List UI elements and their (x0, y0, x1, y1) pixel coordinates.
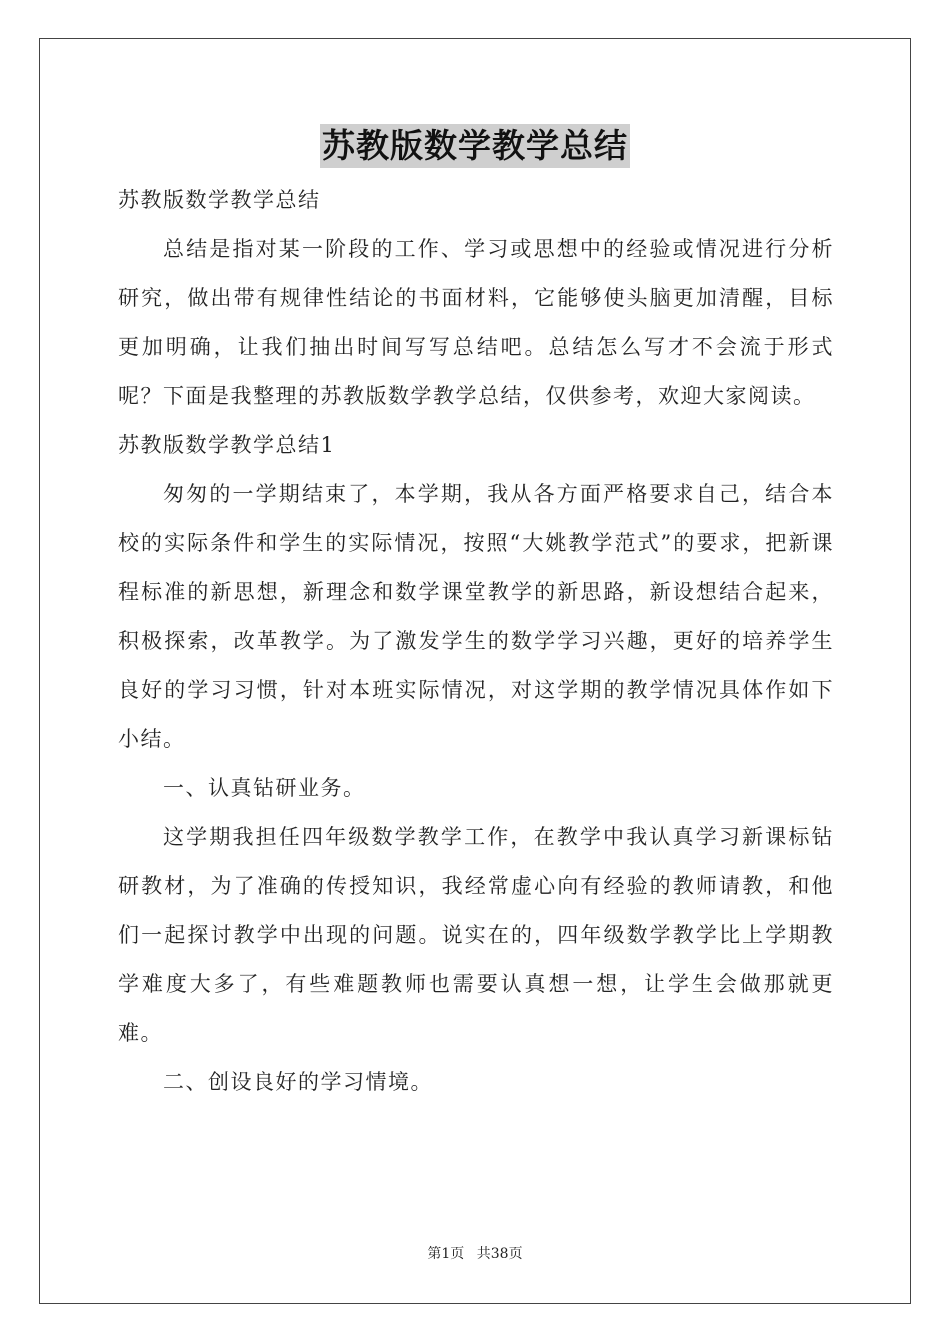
paragraph-body: 匆匆的一学期结束了，本学期，我从各方面严格要求自己，结合本校的实际条件和学生的实际情况，按照“大姚教学范式”的要求，把新课程标准的新思想，新理念和数学课堂教学的新思路，新设想结合起来，积极探索，改革教学。为了激发学生的数学学习兴趣，更好的培养学生良好的学习习惯，针对本班实际情况，对这学期的教学情况具体作如下小结。 (118, 482, 834, 751)
page-number: 第1页 (427, 1246, 465, 1262)
title-container (0, 124, 950, 168)
paragraph-section-heading: 苏教版数学教学总结1 (118, 433, 336, 457)
paragraph-subtitle: 苏教版数学教学总结 (118, 188, 321, 212)
paragraph-point-heading: 二、创设良好的学习情境。 (163, 1070, 433, 1094)
document-title: 苏教版数学教学总结 (320, 124, 630, 168)
paragraph-body: 这学期我担任四年级数学教学工作，在教学中我认真学习新课标钻研教材，为了准确的传授知识，我经常虚心向有经验的教师请教，和他们一起探讨教学中出现的问题。说实在的，四年级数学教学比上学期教学难度大多了，有些难题教师也需要认真想一想，让学生会做那就更难。 (118, 825, 834, 1045)
paragraph-intro: 总结是指对某一阶段的工作、学习或思想中的经验或情况进行分析研究，做出带有规律性结论的书面材料，它能够使头脑更加清醒，目标更加明确，让我们抽出时间写写总结吧。总结怎么写才不会流于形式呢？下面是我整理的苏教版数学教学总结，仅供参考，欢迎大家阅读。 (118, 237, 834, 408)
page-total: 共38页 (476, 1246, 523, 1262)
document-body (118, 176, 834, 1107)
page-footer (0, 1243, 950, 1263)
paragraph-point-heading: 一、认真钻研业务。 (163, 776, 366, 800)
